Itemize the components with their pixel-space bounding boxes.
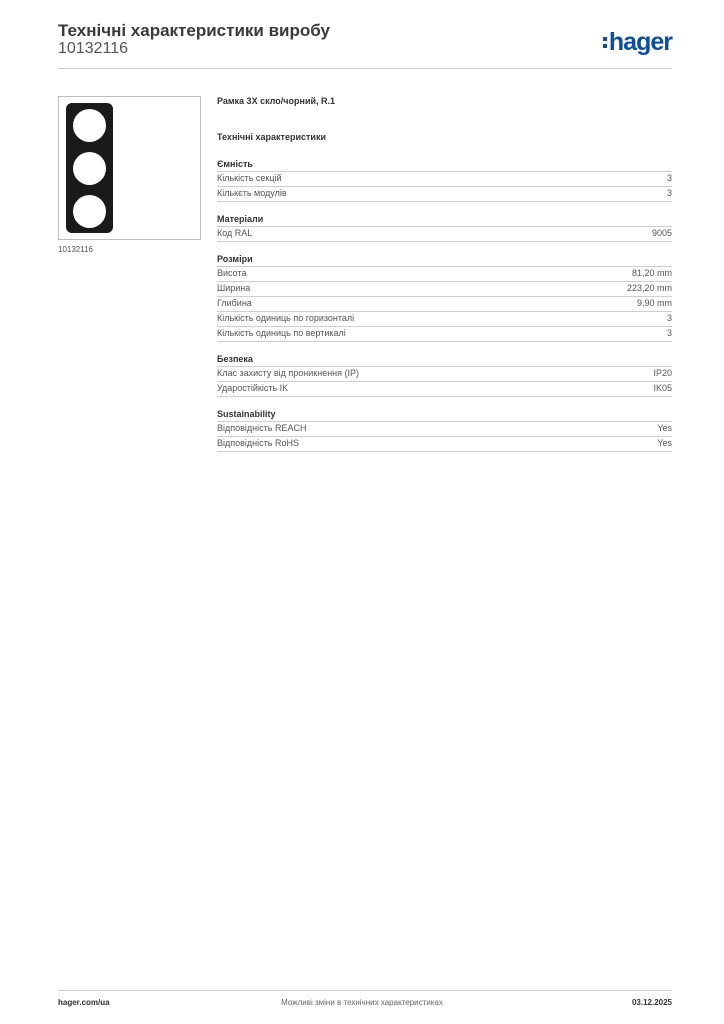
spec-value: Yes xyxy=(657,438,672,448)
product-image xyxy=(58,96,201,240)
section-title: Розміри xyxy=(217,254,672,267)
spec-row xyxy=(217,382,672,397)
page-title: Технічні характеристики виробу xyxy=(58,21,330,40)
spec-row xyxy=(217,422,672,437)
spec-row xyxy=(217,437,672,452)
spec-label: Відповідність REACH xyxy=(217,423,307,433)
section-title: Безпека xyxy=(217,354,672,367)
spec-value: 81,20 mm xyxy=(631,268,672,278)
spec-value: 9005 xyxy=(651,228,672,238)
frame-3x-icon xyxy=(66,103,113,233)
spec-row xyxy=(217,227,672,242)
footer-divider xyxy=(58,990,672,991)
product-image-caption: 10132116 xyxy=(58,245,93,254)
spec-value: 9,90 mm xyxy=(636,298,672,308)
spec-section xyxy=(217,214,672,242)
spec-label: Глибина xyxy=(217,298,252,308)
spec-value: IP20 xyxy=(653,368,672,378)
frame-opening-icon xyxy=(73,109,106,142)
spec-row xyxy=(217,312,672,327)
section-title: Матеріали xyxy=(217,214,672,227)
spec-section xyxy=(217,354,672,397)
spec-value: 3 xyxy=(666,313,672,323)
spec-row xyxy=(217,297,672,312)
spec-label: Кількість одиниць по вертикалі xyxy=(217,328,346,338)
section-title: Ємність xyxy=(217,159,672,172)
spec-label: Ширина xyxy=(217,283,251,293)
spec-sections xyxy=(217,159,672,452)
document-number: 10132116 xyxy=(58,40,128,57)
spec-label: Клас захисту від проникнення (IP) xyxy=(217,368,360,378)
header-divider xyxy=(58,68,672,69)
hager-logo xyxy=(603,28,672,57)
spec-row xyxy=(217,282,672,297)
product-name: Рамка 3X скло/чорний, R.1 xyxy=(217,96,336,106)
spec-label: Кількєть модулів xyxy=(217,188,287,198)
spec-value: 3 xyxy=(666,173,672,183)
spec-row xyxy=(217,327,672,342)
spec-content xyxy=(217,96,672,464)
spec-value: 223,20 mm xyxy=(626,283,672,293)
spec-row xyxy=(217,267,672,282)
spec-heading: Технічні характеристики xyxy=(217,132,326,142)
logo-text: hager xyxy=(608,28,672,56)
logo-dots-icon xyxy=(603,37,607,48)
spec-row xyxy=(217,172,672,187)
spec-label: Кількість секцій xyxy=(217,173,282,183)
spec-row xyxy=(217,367,672,382)
spec-label: Висота xyxy=(217,268,247,278)
spec-label: Кількість одиниць по горизонталі xyxy=(217,313,355,323)
spec-section xyxy=(217,409,672,452)
spec-section xyxy=(217,254,672,342)
spec-section xyxy=(217,159,672,202)
spec-value: IK05 xyxy=(653,383,672,393)
spec-value: 3 xyxy=(666,328,672,338)
spec-label: Відповідність RoHS xyxy=(217,438,299,448)
section-title: Sustainability xyxy=(217,409,672,422)
frame-opening-icon xyxy=(73,195,106,228)
spec-label: Код RAL xyxy=(217,228,253,238)
footer-date: 03.12.2025 xyxy=(631,998,672,1007)
spec-value: 3 xyxy=(666,188,672,198)
spec-row xyxy=(217,187,672,202)
spec-value: Yes xyxy=(657,423,672,433)
footer-website: hager.com/ua xyxy=(58,998,110,1007)
frame-opening-icon xyxy=(73,152,106,185)
footer-note: Можливі зміни в технічних характеристиках xyxy=(281,998,443,1007)
spec-label: Ударостійкість IK xyxy=(217,383,289,393)
